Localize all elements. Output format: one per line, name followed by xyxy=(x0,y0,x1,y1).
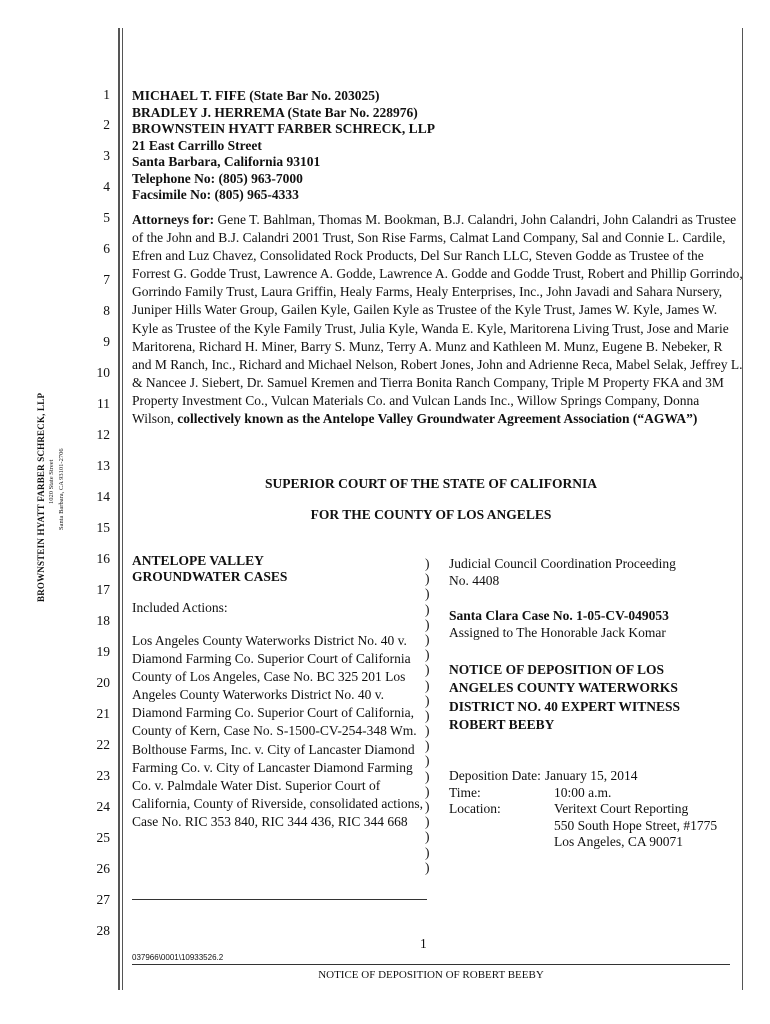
margin-line-left xyxy=(118,28,120,990)
line-number: 2 xyxy=(103,117,110,132)
header-line: MICHAEL T. FIFE (State Bar No. 203025) xyxy=(132,88,380,103)
line-number: 21 xyxy=(96,706,110,721)
deposition-time: 10:00 a.m. xyxy=(554,784,612,800)
header-line: BRADLEY J. HERREMA (State Bar No. 228976) xyxy=(132,104,418,120)
line-number: 17 xyxy=(96,582,110,597)
line-number: 28 xyxy=(96,923,110,938)
jccp-line: Judicial Council Coordination Proceeding xyxy=(449,556,676,571)
notice-title-line: NOTICE OF DEPOSITION OF LOS xyxy=(449,662,665,677)
time-label: Time: xyxy=(449,784,481,800)
case-title-line: GROUNDWATER CASES xyxy=(132,569,288,584)
line-number: 6 xyxy=(103,241,110,256)
assigned-judge: Assigned to The Honorable Jack Komar xyxy=(449,624,666,640)
caption-parentheses xyxy=(425,556,430,875)
notice-title xyxy=(449,661,680,734)
deposition-location-line: Veritext Court Reporting xyxy=(554,801,689,816)
attorneys-for-paragraph xyxy=(132,211,744,428)
paren: ) xyxy=(425,647,430,663)
line-number: 27 xyxy=(96,892,110,907)
line-number: 23 xyxy=(96,768,110,783)
header-line: Santa Barbara, California 93101 xyxy=(132,154,321,169)
caption-underline xyxy=(132,899,427,900)
attorneys-for-association: collectively known as the Antelope Valley Groundwater Agreement Association (“AGWA”) xyxy=(177,411,698,427)
line-number: 24 xyxy=(96,799,110,814)
margin-line-left-inner xyxy=(122,28,123,990)
sidebar-street: 1020 State Street xyxy=(48,459,55,504)
line-number: 19 xyxy=(96,644,110,659)
paren: ) xyxy=(425,859,430,875)
paren: ) xyxy=(425,571,430,587)
paren: ) xyxy=(425,631,430,647)
deposition-date: January 15, 2014 xyxy=(544,768,638,783)
line-number: 25 xyxy=(96,830,110,845)
paren: ) xyxy=(425,616,430,632)
paren: ) xyxy=(425,692,430,708)
line-number: 13 xyxy=(96,458,110,473)
line-number: 3 xyxy=(103,148,110,163)
paren: ) xyxy=(425,783,430,799)
line-number: 12 xyxy=(96,427,110,442)
case-title xyxy=(132,553,287,585)
line-number: 7 xyxy=(103,272,110,287)
deposition-date-label: Deposition Date: xyxy=(449,768,541,783)
paren: ) xyxy=(425,814,430,830)
footer-rule xyxy=(132,964,730,965)
paren: ) xyxy=(425,586,430,602)
header-line: 21 East Carrillo Street xyxy=(132,137,262,153)
line-number: 11 xyxy=(97,396,110,411)
paren: ) xyxy=(425,738,430,754)
document-code: 037966\0001\10933526.2 xyxy=(132,953,224,962)
line-number: 15 xyxy=(96,520,110,535)
line-number: 1 xyxy=(103,87,110,102)
line-number: 9 xyxy=(103,334,110,349)
deposition-details xyxy=(449,768,717,851)
deposition-location-line: Los Angeles, CA 90071 xyxy=(554,834,684,849)
included-actions-label: Included Actions: xyxy=(132,600,228,615)
paren: ) xyxy=(425,662,430,678)
case-assignment xyxy=(449,608,669,641)
line-number: 20 xyxy=(96,675,110,690)
jccp-block xyxy=(449,556,676,589)
case-title-line: ANTELOPE VALLEY xyxy=(132,553,264,568)
court-title: SUPERIOR COURT OF THE STATE OF CALIFORNIA xyxy=(264,476,598,491)
paren: ) xyxy=(425,601,430,617)
line-number: 5 xyxy=(103,210,110,225)
attorneys-for-clients: Gene T. Bahlman, Thomas M. Bookman, B.J. Calandri, John Calandri, John Calandri as Trustee of the John and B.J. Calandri 2001 Trust, Son Rise Farms, Calmat Land Company, Sal and Connie L. Cardile, Efren and Luz Chavez, Consolidated Rock Products, Del Sur Ranch LLC, Steven Godde as Trustee of the Forrest G. Godde Trust, Lawrence A. Godde, Lawrence A. Godde and Godde Trust, Robert and Phillip Gorrindo, Gorrindo Family Trust, Laura Griffin, Healy Farms, Healy Enterprises, Inc., John Javadi and Sahara Nursery, Juniper Hills Water Group, Gailen Kyle, Gailen Kyle as Trustee of the Kyle Trust, James W. Kyle, James W. Kyle as Trustee of the Kyle Family Trust, Julia Kyle, Wanda E. Kyle, Maritorena Living Trust, Jose and Marie Maritorena, Richard H. Miner, Barry S. Munz, Terry A. Munz and Kathleen M. Munz, Eugene B. Nebeker, R and M Ranch, Inc., Richard and Michael Nelson, Robert Jones, John and Adrienne Reca, Mabel Selak, Jeffrey L. & Nancee J. Siebert, Dr. Samuel Kremen and Tierra Bonita Ranch Company, Triple M Property FKA and 3M Property Investment Co., Vulcan Materials Co. and Vulcan Lands Inc., Willow Springs Company, Donna Wilson, xyxy=(132,212,743,427)
paren: ) xyxy=(425,844,430,860)
paren: ) xyxy=(425,829,430,845)
line-number: 16 xyxy=(96,551,110,566)
notice-title-line: ANGELES COUNTY WATERWORKS xyxy=(449,680,678,696)
included-actions-text: Los Angeles County Waterworks District No. 40 v. Diamond Farming Co. Superior Court of California County of Los Angeles, Case No. BC 325 201 Los Angeles County Waterworks District No. 40 v. Diamond Farming Co. Superior Court of California, County of Kern, Case No. S-1500-CV-254-348 Wm. Bolthouse Farms, Inc. v. City of Lancaster Diamond Farming Co. v. City of Lancaster Diamond Farming Co. v. Palmdale Water Dist. Superior Court of California, County of Riverside, consolidated actions, Case No. RIC 353 840, RIC 344 436, RIC 344 668 xyxy=(132,633,423,829)
jccp-number: No. 4408 xyxy=(449,572,500,588)
header-line: BROWNSTEIN HYATT FARBER SCHRECK, LLP xyxy=(132,121,435,136)
line-number: 22 xyxy=(96,737,110,752)
line-number: 18 xyxy=(96,613,110,628)
line-number: 14 xyxy=(96,489,110,504)
line-number: 8 xyxy=(103,303,110,318)
sidebar-firm-name: BROWNSTEIN HYATT FARBER SCHRECK, LLP xyxy=(36,392,46,602)
paren: ) xyxy=(425,556,430,571)
deposition-location-line: 550 South Hope Street, #1775 xyxy=(554,817,718,833)
notice-title-line: DISTRICT NO. 40 EXPERT WITNESS xyxy=(449,698,680,714)
paren: ) xyxy=(425,707,430,723)
line-number: 10 xyxy=(96,365,110,380)
margin-line-right xyxy=(742,28,743,990)
attorneys-for-label: Attorneys for: xyxy=(132,212,215,227)
paren: ) xyxy=(425,723,430,739)
line-number: 4 xyxy=(103,179,110,194)
location-label: Location: xyxy=(449,801,501,816)
santa-clara-case-number: Santa Clara Case No. 1-05-CV-049053 xyxy=(449,608,669,623)
paren: ) xyxy=(425,799,430,814)
paren: ) xyxy=(425,768,430,784)
notice-title-line: ROBERT BEEBY xyxy=(449,716,555,732)
header-line: Telephone No: (805) 963-7000 xyxy=(132,170,303,186)
header-line: Facsimile No: (805) 965-4333 xyxy=(132,187,299,202)
sidebar-city: Santa Barbara, CA 93101-2706 xyxy=(58,448,65,530)
footer-title: NOTICE OF DEPOSITION OF ROBERT BEEBY xyxy=(318,969,544,981)
page-number: 1 xyxy=(420,936,427,951)
paren: ) xyxy=(425,753,430,769)
paren: ) xyxy=(425,677,430,693)
attorney-header xyxy=(132,88,435,204)
court-county: FOR THE COUNTY OF LOS ANGELES xyxy=(310,507,552,522)
line-number: 26 xyxy=(96,861,110,876)
